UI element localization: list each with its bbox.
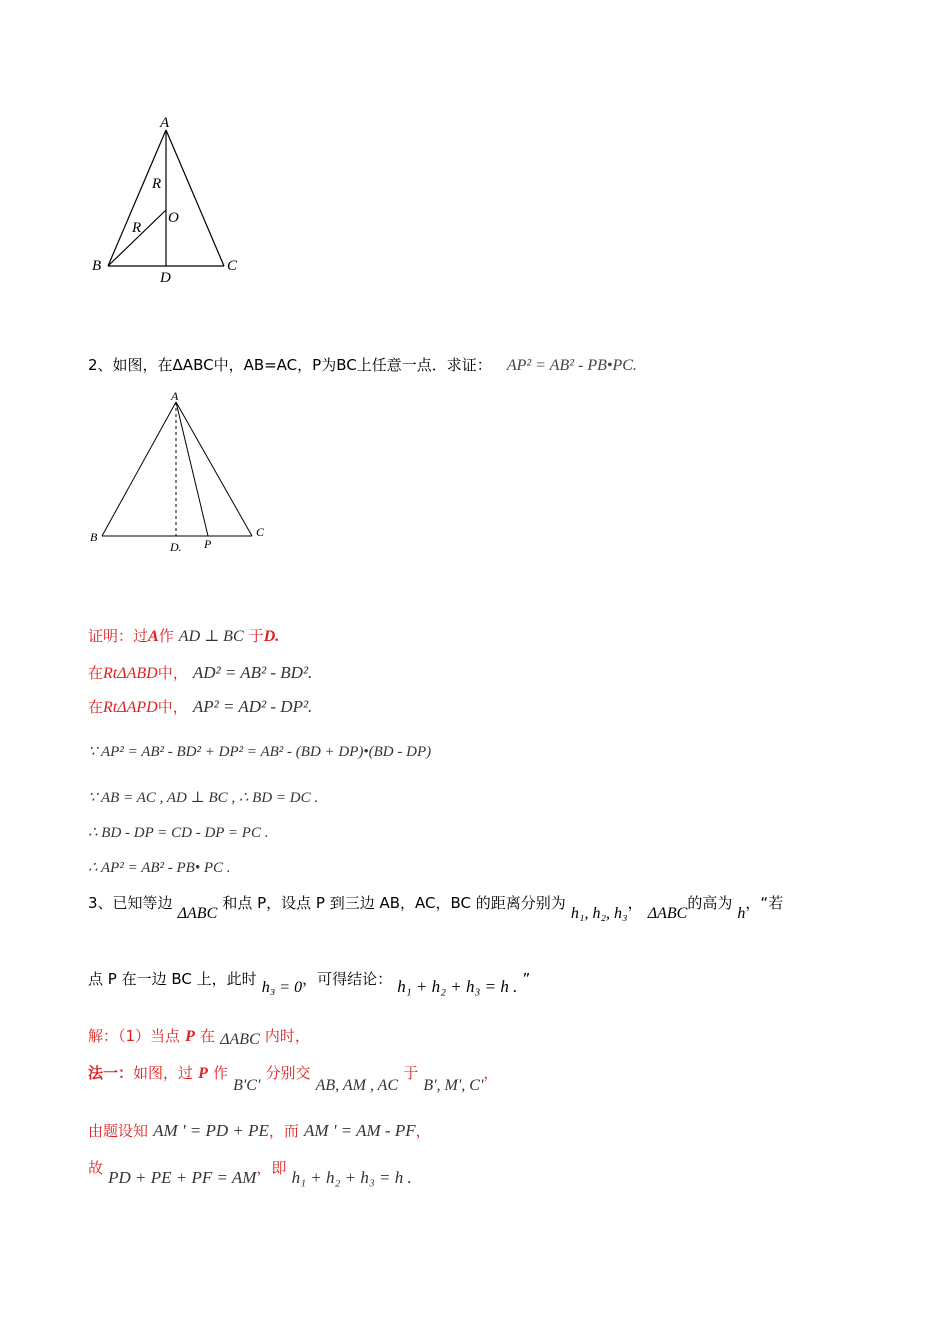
label-P: P	[204, 537, 212, 551]
proof-line-6: ∴ BD - DP = CD - DP = PC .	[88, 825, 269, 841]
label-R-vertical: R	[152, 176, 162, 192]
problem-3-line-2: 点 P 在一边 BC 上，此时 h₃ = 0，可得结论： h₁ + h₂ + h₃ = h . ”	[88, 970, 531, 996]
proof-line-4: ∵ AP² = AB² - BD² + DP² = AB² - (BD + DP)•(BD - DP)	[88, 744, 432, 760]
label-A: A	[160, 115, 170, 131]
proof-line-3: 在RtΔAPD中， AP² = AD² - DP².	[88, 697, 313, 716]
label-D: D	[160, 270, 171, 286]
proof-line-2: 在RtΔABD中， AD² = AB² - BD².	[88, 663, 313, 682]
figure-2-triangle	[86, 388, 276, 558]
problem-2-claim: AP² = AB² - PB•PC.	[506, 357, 637, 374]
label-A: A	[171, 389, 179, 403]
label-C: C	[256, 525, 265, 539]
label-C: C	[227, 258, 238, 274]
solution-line-3: 由题设知 AM ' = PD + PE，而 AM ' = AM - PF，	[88, 1121, 431, 1140]
proof-line-1: 证明：过A作 AD ⊥ BC 于D.	[88, 627, 280, 645]
label-B: B	[92, 258, 102, 274]
solution-line-4: 故 PD + PE + PF = AM，即 h₁ + h₂ + h₃ = h .	[88, 1159, 412, 1187]
problem-2-statement	[88, 354, 637, 375]
figure-1-triangle	[80, 110, 260, 290]
label-D: D.	[170, 540, 182, 554]
solution-line-2: 法一：如图，过 P 作 B'C' 分别交 AB, AM , AC 于 B', M', C'，	[88, 1064, 499, 1094]
solution-line-1: 解：（1）当点 P 在 ΔABC 内时，	[88, 1027, 310, 1048]
label-B: B	[90, 530, 98, 544]
problem-3-line-1: 3、已知等边 ΔABC 和点 P，设点 P 到三边 AB，AC，BC 的距离分别为 h₁, h₂, h₃， ΔABC的高为 h，“若	[88, 894, 784, 922]
label-R-diagonal: R	[132, 220, 142, 236]
label-O: O	[168, 210, 179, 226]
problem-2-text: 2、如图，在ΔABC中，AB=AC，P为BC上任意一点．求证：	[88, 356, 492, 374]
proof-line-7: ∴ AP² = AB² - PB• PC .	[88, 860, 231, 876]
proof-line-5: ∵ AB = AC , AD ⊥ BC , ∴ BD = DC .	[88, 790, 319, 806]
